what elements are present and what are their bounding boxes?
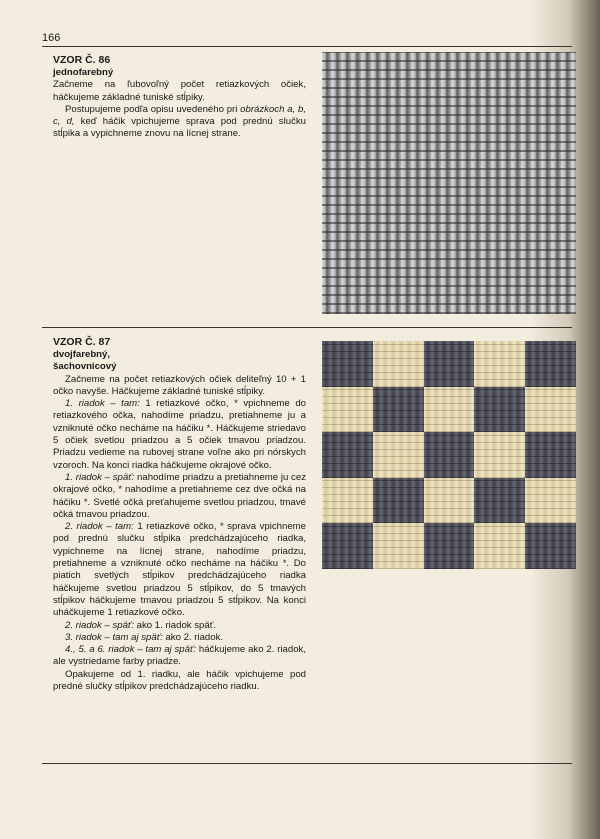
pattern-87-text <box>53 336 306 693</box>
pattern-87-intro: Začneme na počet retiazkových očiek deliteľný 10 + 1 očko navyše. Háčkujeme základné tuniské stĺpiky. <box>53 373 306 397</box>
pattern-86-photo <box>322 52 576 314</box>
pattern-86-paragraph-2 <box>53 104 306 141</box>
checker-cell-light <box>424 387 475 433</box>
checker-cell-light <box>373 432 424 478</box>
checker-cell-dark <box>424 341 475 387</box>
pattern-86-subtitle: jednofarebný <box>53 67 114 78</box>
pattern-87-checkerboard-photo <box>322 341 576 569</box>
row-2-back-text: ako 1. riadok späť. <box>134 619 216 631</box>
row-2-back <box>53 620 306 632</box>
row-1-back <box>53 472 306 521</box>
pattern-86-p2-end: keď háčik vpichujeme sprava pod prednú slučku stĺpika a vypichneme znovu na lícnej strane. <box>53 116 306 140</box>
row-2-forward-label: 2. riadok – tam: <box>65 521 134 533</box>
checker-cell-dark <box>424 523 475 569</box>
row-2-forward-text: 1 retiazkové očko, * sprava vpichneme pod prednú slučku stĺpika predchádzajúceho riadka, vypichneme na lícnej strane, nahodíme priadzu, pretiahneme a vzniknuté očko necháme na háčiku *. Do piatich svetlých stĺpikov predchádzajúceho riadka háčkujeme svetlou priadzou 5 stĺpikov, do 5 tmavých stĺpikov háčkujeme tmavou priadzou 5 stĺpikov. Na konci uháčkujeme 1 retiazkové očko. <box>53 521 306 619</box>
row-1-forward <box>53 398 306 472</box>
row-3-label: 3. riadok – tam aj späť: <box>65 631 163 643</box>
checker-cell-dark <box>525 523 576 569</box>
checker-cell-light <box>322 387 373 433</box>
checker-cell-light <box>525 478 576 524</box>
row-2-back-label: 2. riadok – späť: <box>65 619 134 631</box>
rows-4-6 <box>53 644 306 669</box>
pattern-87-subtitle-2: šachovnicový <box>53 361 117 373</box>
checker-cell-light <box>373 523 424 569</box>
row-1-forward-label: 1. riadok – tam: <box>65 398 140 410</box>
pattern-86-title: VZOR Č. 86 <box>53 54 111 66</box>
checker-cell-light <box>474 523 525 569</box>
checker-cell-dark <box>424 432 475 478</box>
checker-cell-dark <box>322 523 373 569</box>
row-2-forward <box>53 521 306 619</box>
pattern-87-subtitle-1: dvojfarebný, <box>53 349 111 360</box>
bottom-rule <box>42 763 572 764</box>
checker-cell-dark <box>322 432 373 478</box>
checker-cell-dark <box>322 341 373 387</box>
checker-cell-light <box>474 341 525 387</box>
checker-cell-dark <box>525 341 576 387</box>
checker-cell-light <box>322 478 373 524</box>
pattern-86-text <box>53 54 306 141</box>
checker-cell-light <box>424 478 475 524</box>
checker-cell-light <box>525 387 576 433</box>
checker-cell-light <box>474 432 525 478</box>
pattern-86-p2-start: Postupujeme podľa opisu uvedeného pri <box>65 103 241 115</box>
checker-cell-dark <box>525 432 576 478</box>
pattern-86-figure-reference: obrázkoch a, b, c, d, <box>53 103 306 128</box>
row-1-forward-text: 1 retiazkové očko, * vpichneme do retiazkového očka, nahodíme priadzu, pretiahneme ju a vzniknuté očko necháme na háčiku *. Háčkujeme striedavo 5 očiek svetlou priadzou a 5 očiek tmavou priadzou. Priadzu vedieme na rubovej strane voľne ako pri nórskych vzoroch. Na konci riadka háčkujeme okrajové očko. <box>53 398 306 471</box>
checker-cell-dark <box>474 387 525 433</box>
checker-cell-dark <box>373 387 424 433</box>
row-1-back-text: nahodíme priadzu a pretiahneme ju cez okrajové očko, * nahodíme a pretiahneme cez dve očká na háčiku *. Svetlé očká preťahujeme svetlou priadzou, tmavé očká tmavou priadzou. <box>53 471 306 520</box>
rows-4-6-text: háčkujeme ako 2. riadok, ale vystriedame farby priadze. <box>53 644 306 668</box>
rows-4-6-label: 4., 5. a 6. riadok – tam aj späť: <box>65 644 197 656</box>
checker-cell-light <box>373 341 424 387</box>
checker-cell-dark <box>373 478 424 524</box>
section-divider <box>42 327 572 328</box>
page-number: 166 <box>42 32 61 44</box>
pattern-86-paragraph-1: Začneme na ľubovoľný počet retiazkových očiek, háčkujeme základné tuniské stĺpiky. <box>53 79 306 103</box>
row-3 <box>53 632 306 644</box>
pattern-87-closing: Opakujeme od 1. riadku, ale háčik vpichujeme pod predné slučky stĺpikov predchádzajúceho riadku. <box>53 668 306 693</box>
pattern-87-title: VZOR Č. 87 <box>53 336 111 348</box>
top-rule <box>42 46 572 47</box>
checker-cell-dark <box>474 478 525 524</box>
row-1-back-label: 1. riadok – späť: <box>65 471 135 483</box>
row-3-text: ako 2. riadok. <box>162 631 224 643</box>
